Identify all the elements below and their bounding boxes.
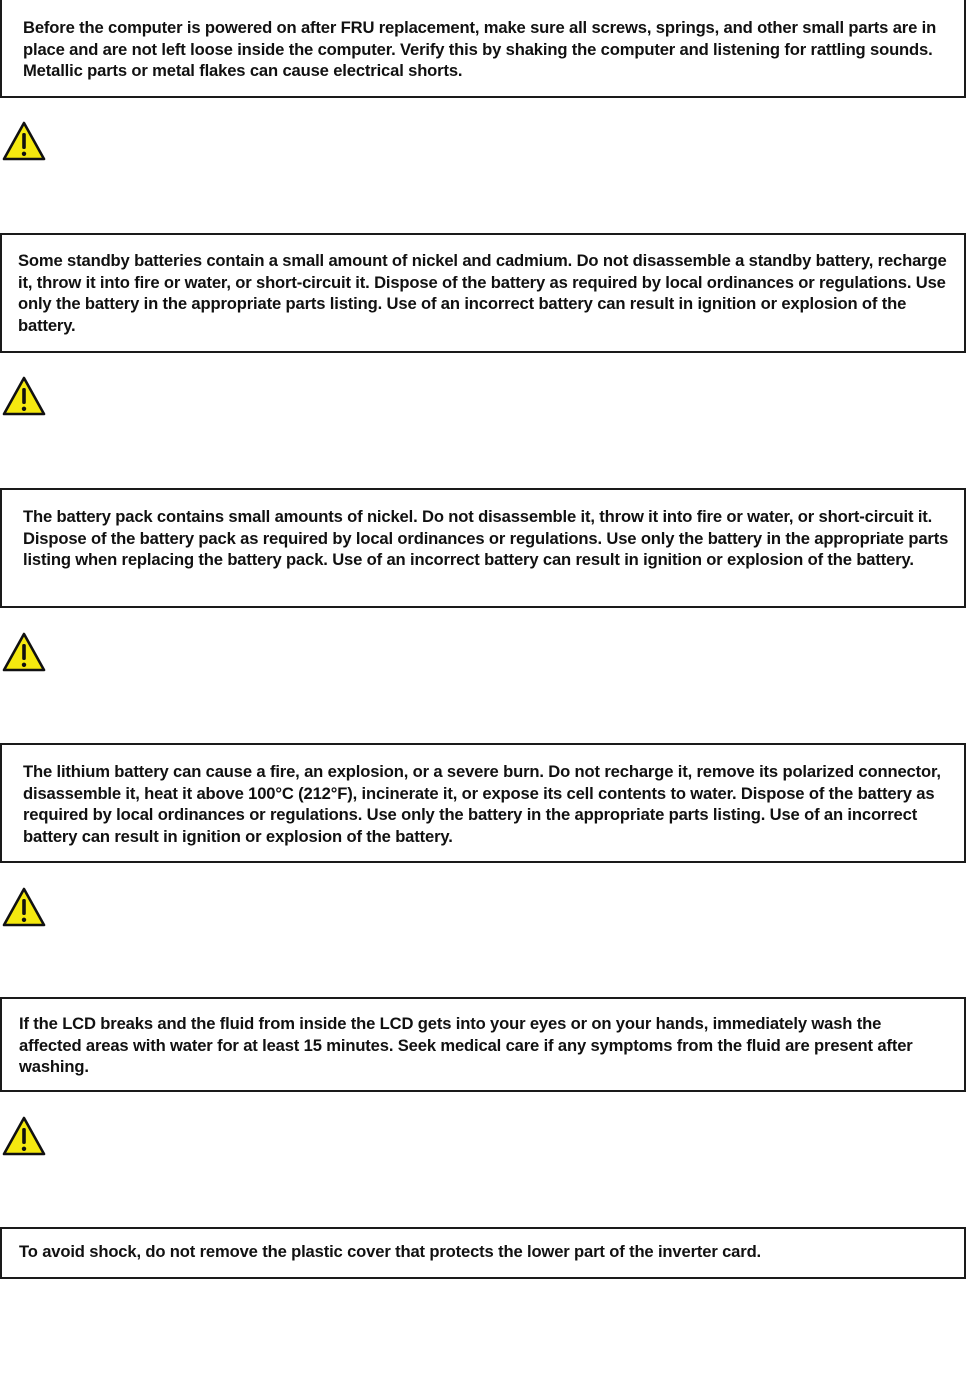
warning-triangle-icon [2, 121, 46, 161]
notice-box-1 [0, 0, 966, 98]
notice-text: Before the computer is powered on after FRU replacement, make sure all screws, springs, and other small parts are in place and are not left loose inside the computer. Verify this by shaking the computer and listening for rattling sounds. Metallic parts or metal flakes can cause electrical shorts. [23, 18, 937, 81]
notice-text: Some standby batteries contain a small amount of nickel and cadmium. Do not disassemble a standby battery, recharge it, throw it into fire or water, or short-circuit it. Dispose of the battery as required by local ordinances or regulations. Use only the battery in the appropriate parts listing. Use of an incorrect battery can result in ignition or explosion of the battery. [18, 251, 947, 335]
notice-text: To avoid shock, do not remove the plastic cover that protects the lower part of the inverter card. [19, 1242, 762, 1261]
warning-triangle-icon [2, 1116, 46, 1156]
notice-box-3 [0, 488, 966, 608]
warning-triangle-icon [2, 632, 46, 672]
notice-text: If the LCD breaks and the fluid from inside the LCD gets into your eyes or on your hands, immediately wash the affected areas with water for at least 15 minutes. Seek medical care if any symptoms from the fluid are present after washing. [19, 1014, 913, 1077]
notice-text: The battery pack contains small amounts of nickel. Do not disassemble it, throw it into fire or water, or short-circuit it. Dispose of the battery pack as required by local ordinances or regulations. Use only the battery in the appropriate parts listing when replacing the battery pack. Use of an incorrect battery can result in ignition or explosion of the battery. [23, 507, 949, 570]
warning-triangle-icon [2, 376, 46, 416]
notice-box-6 [0, 1227, 966, 1279]
notice-box-5 [0, 997, 966, 1092]
notice-box-4 [0, 743, 966, 863]
warning-triangle-icon [2, 887, 46, 927]
notice-box-2 [0, 233, 966, 353]
notice-text: The lithium battery can cause a fire, an explosion, or a severe burn. Do not recharge it, remove its polarized connector, disassemble it, heat it above 100°C (212°F), incinerate it, or expose its cell contents to water. Dispose of the battery as required by local ordinances or regulations. Use only the battery in the appropriate parts listing. Use of an incorrect battery can result in ignition or explosion of the battery. [23, 762, 941, 846]
